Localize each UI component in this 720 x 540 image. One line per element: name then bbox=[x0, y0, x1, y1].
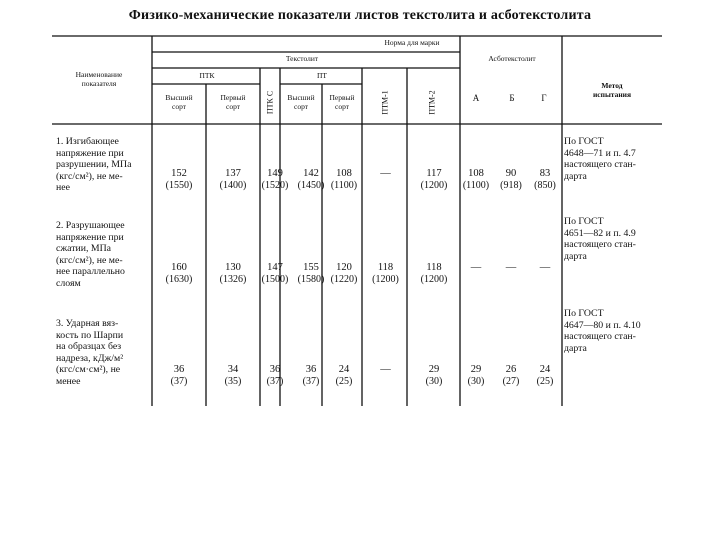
header-ptk-high: Высший сорт bbox=[165, 93, 193, 111]
row-3-name: 3. Ударная вяз- кость по Шарпи на образцах без надреза, кДж/м² (кгс/см·см²), не менее bbox=[56, 318, 124, 387]
header-ptm2: ПТМ-2 bbox=[427, 90, 437, 115]
row-2-grade-a: — bbox=[470, 262, 482, 273]
page-title: Физико-механические показатели листов текстолита и асботекстолита bbox=[128, 8, 592, 23]
row-3-method: По ГОСТ 4647—80 и п. 4.10 настоящего стан- дарта bbox=[564, 308, 641, 354]
row-1-ptk-s: 149 (1520) bbox=[261, 168, 289, 191]
row-1-pt-first: 108 (1100) bbox=[330, 168, 358, 191]
row-1-ptk-first: 137 (1400) bbox=[219, 168, 247, 191]
row-2-ptk-first: 130 (1326) bbox=[219, 262, 247, 285]
row-2-ptk-high: 160 (1630) bbox=[165, 262, 193, 285]
row-2-grade-g: — bbox=[539, 262, 551, 273]
row-3-ptk-first: 34 (35) bbox=[224, 364, 242, 387]
header-tekstolit: Текстолит bbox=[285, 54, 319, 63]
header-grade-g: Г bbox=[541, 93, 547, 103]
header-grade-b: Б bbox=[509, 93, 515, 103]
row-2-pt-high: 155 (1580) bbox=[297, 262, 325, 285]
row-1-grade-a: 108 (1100) bbox=[462, 168, 490, 191]
header-ptk: ПТК bbox=[199, 71, 215, 80]
row-3-pt-first: 24 (25) bbox=[335, 364, 353, 387]
row-1-grade-g: 83 (850) bbox=[534, 168, 556, 191]
row-3-ptm1: — bbox=[380, 364, 391, 375]
row-2-ptm2: 118 (1200) bbox=[420, 262, 448, 285]
header-pt: ПТ bbox=[317, 71, 327, 80]
row-2-method: По ГОСТ 4651—82 и п. 4.9 настоящего стан- дарта bbox=[564, 216, 636, 262]
header-name-column: Наименование показателя bbox=[75, 70, 123, 88]
row-2-grade-b: — bbox=[505, 262, 517, 273]
row-3-ptk-high: 36 (37) bbox=[170, 364, 188, 387]
row-2-name: 2. Разрушающее напряжение при сжатии, МПа (кгс/см²), не ме- нее параллельно слоям bbox=[56, 220, 125, 289]
header-pt-high: Высший сорт bbox=[287, 93, 315, 111]
row-3-ptk-s: 36 (37) bbox=[266, 364, 284, 387]
row-1-ptm2: 117 (1200) bbox=[420, 168, 448, 191]
header-pt-first: Первый сорт bbox=[329, 93, 355, 111]
header-method: Метод испытания bbox=[592, 81, 632, 99]
row-2-ptk-s: 147 (1500) bbox=[261, 262, 289, 285]
row-3-grade-b: 26 (27) bbox=[502, 364, 520, 387]
header-asbotekstolit: Асботекстолит bbox=[488, 54, 536, 63]
header-grade-a: А bbox=[472, 93, 480, 103]
row-2-ptm1: 118 (1200) bbox=[372, 262, 399, 285]
row-3-grade-g: 24 (25) bbox=[536, 364, 554, 387]
row-3-ptm2: 29 (30) bbox=[425, 364, 443, 387]
standards-table bbox=[52, 34, 664, 406]
row-1-pt-high: 142 (1450) bbox=[297, 168, 325, 191]
header-ptk-s: ПТК С bbox=[265, 90, 275, 115]
row-1-name: 1. Изгибающее напряжение при разрушении, МПа (кгс/см²), не ме- нее bbox=[56, 136, 132, 193]
row-1-ptm1: — bbox=[380, 168, 391, 179]
row-1-ptk-high: 152 (1550) bbox=[165, 168, 193, 191]
header-ptm1: ПТМ-1 bbox=[380, 90, 390, 115]
header-ptk-first: Первый сорт bbox=[220, 93, 246, 111]
row-3-grade-a: 29 (30) bbox=[467, 364, 485, 387]
row-3-pt-high: 36 (37) bbox=[302, 364, 320, 387]
row-1-method: По ГОСТ 4648—71 и п. 4.7 настоящего стан- дарта bbox=[564, 136, 636, 182]
row-1-grade-b: 90 (918) bbox=[500, 168, 522, 191]
header-norma: Норма для марки bbox=[384, 38, 440, 47]
row-2-pt-first: 120 (1220) bbox=[330, 262, 358, 285]
